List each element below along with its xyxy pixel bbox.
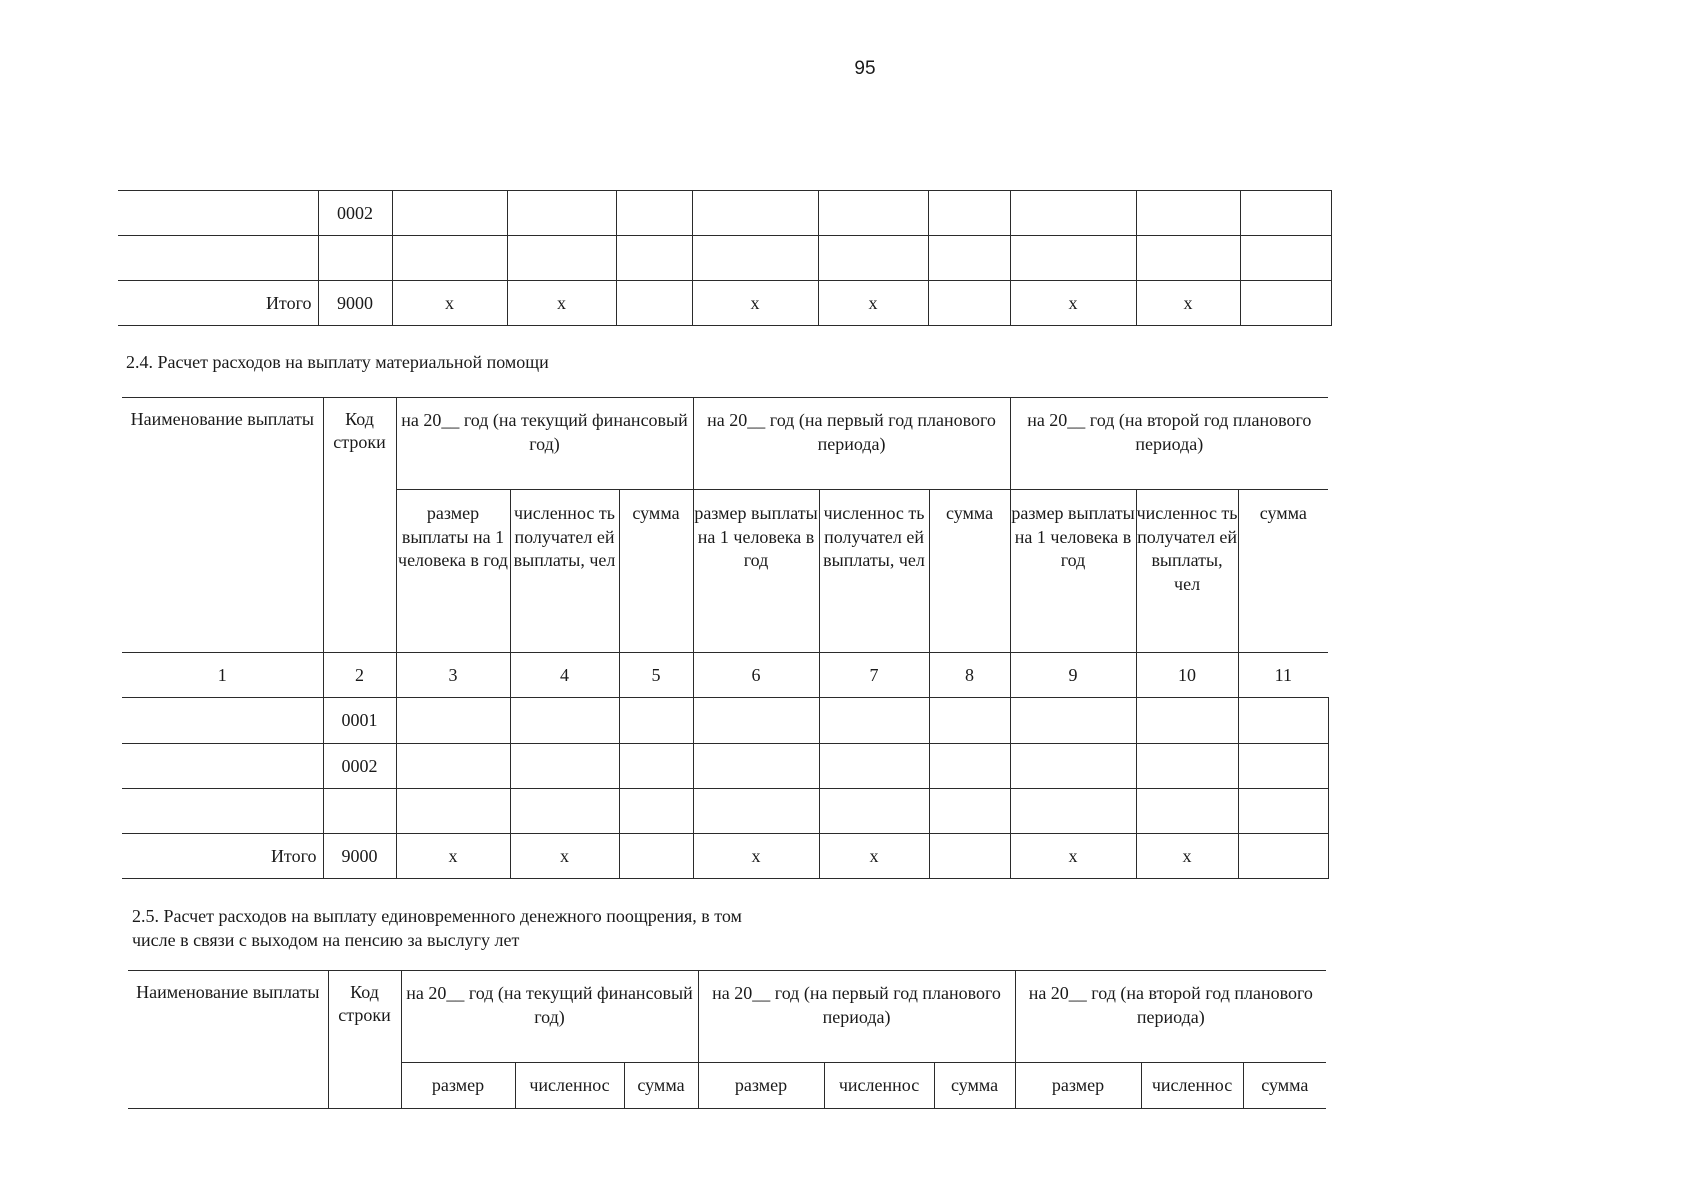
- table-row: [122, 789, 1328, 834]
- data-cell: х: [1136, 281, 1240, 326]
- header-first-plan-year: на 20__ год (на первый год планового периода): [698, 971, 1015, 1063]
- data-cell: [396, 698, 510, 744]
- section-2-5-title: [132, 904, 742, 952]
- total-row: [122, 834, 1328, 879]
- data-cell: [1010, 789, 1136, 834]
- data-cell: [1010, 191, 1136, 236]
- table-row: [118, 236, 1331, 281]
- data-cell: х: [507, 281, 616, 326]
- row-code-cell: [318, 236, 392, 281]
- data-cell: х: [1010, 281, 1136, 326]
- row-code-cell: [323, 789, 396, 834]
- data-cell: [692, 191, 818, 236]
- section-2-5-title-line1: 2.5. Расчет расходов на выплату единовременного денежного поощрения, в том: [132, 906, 742, 926]
- data-cell: [1010, 744, 1136, 789]
- data-cell: [619, 834, 693, 879]
- data-cell: [1240, 236, 1331, 281]
- col-number: 3: [396, 653, 510, 698]
- col-number: 8: [929, 653, 1010, 698]
- subheader-count: численнос ть получател ей выплаты, чел: [819, 490, 929, 653]
- row-code-cell: 0002: [318, 191, 392, 236]
- subheader-size: размер: [698, 1063, 824, 1109]
- header-code: Код строки: [328, 971, 401, 1109]
- data-cell: [928, 281, 1010, 326]
- data-cell: [693, 744, 819, 789]
- data-cell: [819, 698, 929, 744]
- data-cell: [928, 236, 1010, 281]
- column-numbers-row: [122, 653, 1328, 698]
- col-number: 1: [122, 653, 323, 698]
- col-number: 10: [1136, 653, 1238, 698]
- col-number: 5: [619, 653, 693, 698]
- data-cell: х: [1136, 834, 1238, 879]
- data-cell: [818, 236, 928, 281]
- page-number: 95: [854, 58, 876, 79]
- data-cell: х: [693, 834, 819, 879]
- data-cell: [693, 789, 819, 834]
- data-cell: [396, 744, 510, 789]
- row-code-cell: 9000: [323, 834, 396, 879]
- header-row: [122, 398, 1328, 490]
- col-number: 4: [510, 653, 619, 698]
- row-name-cell: [122, 789, 323, 834]
- total-label: Итого: [118, 281, 318, 326]
- data-cell: х: [692, 281, 818, 326]
- subheader-count: численнос ть получател ей выплаты, чел: [1136, 490, 1238, 653]
- subheader-sum: сумма: [624, 1063, 698, 1109]
- data-cell: [818, 191, 928, 236]
- data-cell: х: [819, 834, 929, 879]
- total-label: Итого: [122, 834, 323, 879]
- subheader-count: численнос: [824, 1063, 934, 1109]
- data-cell: [616, 191, 692, 236]
- total-row: [118, 281, 1331, 326]
- section-2-5-title-line2: числе в связи с выходом на пенсию за выслугу лет: [132, 930, 520, 950]
- data-cell: [1238, 789, 1328, 834]
- data-cell: [1238, 698, 1328, 744]
- data-cell: [693, 698, 819, 744]
- data-cell: [396, 789, 510, 834]
- data-cell: [1010, 236, 1136, 281]
- data-cell: [929, 789, 1010, 834]
- subheader-size: размер выплаты на 1 человека в год: [396, 490, 510, 653]
- data-cell: [510, 789, 619, 834]
- col-number: 11: [1238, 653, 1328, 698]
- data-cell: [1240, 191, 1331, 236]
- subheader-count: численнос: [515, 1063, 624, 1109]
- data-cell: х: [392, 281, 507, 326]
- col-number: 2: [323, 653, 396, 698]
- data-cell: [1238, 744, 1328, 789]
- row-code-cell: 9000: [318, 281, 392, 326]
- data-cell: [692, 236, 818, 281]
- data-cell: [1136, 789, 1238, 834]
- data-cell: [819, 789, 929, 834]
- subheader-size: размер выплаты на 1 человека в год: [693, 490, 819, 653]
- data-cell: х: [1010, 834, 1136, 879]
- data-cell: [819, 744, 929, 789]
- header-current-year: на 20__ год (на текущий финансовый год): [396, 398, 693, 490]
- data-cell: [929, 744, 1010, 789]
- data-cell: х: [510, 834, 619, 879]
- subheader-sum: сумма: [929, 490, 1010, 653]
- data-cell: [929, 698, 1010, 744]
- data-cell: [1010, 698, 1136, 744]
- header-second-plan-year: на 20__ год (на второй год планового периода): [1010, 398, 1328, 490]
- row-name-cell: [118, 236, 318, 281]
- data-cell: [616, 281, 692, 326]
- table-continuation: [118, 190, 1332, 326]
- subheader-count: численнос: [1141, 1063, 1243, 1109]
- data-cell: [616, 236, 692, 281]
- header-name: Наименование выплаты: [128, 971, 328, 1109]
- data-cell: [392, 191, 507, 236]
- data-cell: [507, 236, 616, 281]
- subheader-count: численнос ть получател ей выплаты, чел: [510, 490, 619, 653]
- data-cell: [929, 834, 1010, 879]
- data-cell: [1240, 281, 1331, 326]
- table-row: [122, 698, 1328, 744]
- subheader-sum: сумма: [934, 1063, 1015, 1109]
- data-cell: [1136, 236, 1240, 281]
- table-material-aid: [122, 397, 1329, 879]
- subheader-size: размер выплаты на 1 человека в год: [1010, 490, 1136, 653]
- data-cell: [510, 698, 619, 744]
- header-current-year: на 20__ год (на текущий финансовый год): [401, 971, 698, 1063]
- section-2-4-title: 2.4. Расчет расходов на выплату материальной помощи: [126, 352, 549, 372]
- data-cell: [619, 789, 693, 834]
- data-cell: х: [818, 281, 928, 326]
- col-number: 7: [819, 653, 929, 698]
- data-cell: [1136, 698, 1238, 744]
- subheader-size: размер: [1015, 1063, 1141, 1109]
- col-number: 9: [1010, 653, 1136, 698]
- row-code-cell: 0001: [323, 698, 396, 744]
- subheader-sum: сумма: [619, 490, 693, 653]
- subheader-sum: сумма: [1238, 490, 1328, 653]
- row-code-cell: 0002: [323, 744, 396, 789]
- data-cell: х: [396, 834, 510, 879]
- data-cell: [507, 191, 616, 236]
- table-bonus: [128, 970, 1326, 1109]
- data-cell: [1136, 191, 1240, 236]
- subheader-size: размер: [401, 1063, 515, 1109]
- table-row: [122, 744, 1328, 789]
- data-cell: [619, 744, 693, 789]
- header-name: Наименование выплаты: [122, 398, 323, 653]
- data-cell: [928, 191, 1010, 236]
- row-name-cell: [122, 698, 323, 744]
- data-cell: [510, 744, 619, 789]
- data-cell: [392, 236, 507, 281]
- row-name-cell: [118, 191, 318, 236]
- data-cell: [619, 698, 693, 744]
- row-name-cell: [122, 744, 323, 789]
- header-code: Код строки: [323, 398, 396, 653]
- subheader-sum: сумма: [1243, 1063, 1326, 1109]
- header-row: [128, 971, 1326, 1063]
- data-cell: [1238, 834, 1328, 879]
- data-cell: [1136, 744, 1238, 789]
- header-second-plan-year: на 20__ год (на второй год планового периода): [1015, 971, 1326, 1063]
- table-row: [118, 191, 1331, 236]
- col-number: 6: [693, 653, 819, 698]
- header-first-plan-year: на 20__ год (на первый год планового периода): [693, 398, 1010, 490]
